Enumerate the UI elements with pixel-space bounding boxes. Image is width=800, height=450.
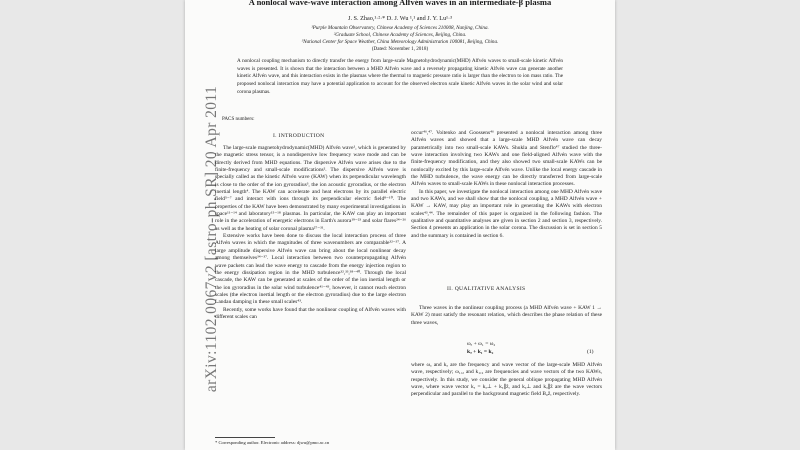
abstract: A nonlocal coupling mechanism to directly transfer the energy from large-scale Magnetohydrodynamic(MHD) Alfvén waves to small-scale kinetic Alfvén waves is presented. It is shown that the interaction between a MHD Alfvén wave and a reversely propagating kinetic Alfvén wave can generate another kinetic Alfvén wave, and this interaction exists in the plasmas where the thermal to magnetic pressure ratio is larger than the electron to ion mass ratio. The proposed nonlocal interaction may have a potential application to account for the observed electron scale kinetic Alfvén waves in the solar wind and solar corona plasmas.: [237, 58, 563, 95]
equation-line-1: ωₐ + ω₁ = ω₂: [467, 341, 496, 347]
paper-title: A nonlocal wave-wave interaction among Alfvén waves in an intermediate-β plasma: [248, 0, 552, 7]
right-column: [411, 130, 602, 240]
equation-line-2: kₐ + k₁ = k₂: [467, 349, 494, 355]
paragraph: Three waves in the nonlinear coupling process (a MHD Alfvén wave + KAW 1 → KAW 2) must satisfy the resonant relation, which describes the phase relation of these three waves,: [411, 305, 602, 326]
left-column: [215, 145, 406, 321]
footnote: * Corresponding author. Electronic address: djwu@pmo.ac.cn: [215, 440, 330, 445]
qualitative-intro: [411, 305, 602, 327]
affiliation-2: ²Graduate School, Chinese Academy of Sciences, Beijing, China.: [333, 32, 467, 38]
paragraph: The large-scale magnetohydrodynamic(MHD) Alfvén wave¹, which is generated by the magnetic stress tensor, is a nondispersive low frequency wave mode and can be directly derived from MHD equations. The dispersive Alfvén wave arises due to the finite-frequency and small-scale modifications². The dispersive Alfvén wave is specially called as the kinetic Alfvén wave (KAW) when its perpendicular wavelength is close to the order of the ion gyroradius³, the ion acoustic gyroradius, or the electron inertial length⁴. The KAW can accelerate and heat electrons by its parallel electric field⁵⁻⁷ and interact with ions through its perpendicular electric field⁸⁻¹⁰. The properties of the KAW have been demonstrated by many experimental investigations in space¹¹⁻¹⁴ and laboratory¹⁵⁻¹⁸ plasmas. In particular, the KAW can play an important role in the acceleration of energetic electrons in Earth's aurora¹⁹⁻²³ and solar flares²⁴⁻²⁶ as well as the heating of solar coronal plasma²⁷⁻³¹.: [215, 145, 406, 232]
author-list: J. S. Zhao,¹·²·* D. J. Wu ¹,¹ and J. Y. Lu¹·³: [348, 15, 452, 22]
section-heading-introduction: I. INTRODUCTION: [273, 133, 325, 139]
paragraph: In this paper, we investigate the nonlocal interaction among one MHD Alfvén wave and two KAWs, and we shall show that the nonlocal coupling, a MHD Alfvén wave + KAW → KAW, may play an important role in generating the KAWs with electron scales⁴³,⁴⁴. The remainder of this paper is organized in the following fashion. The qualitative and quantitative analyses are given in section 2 and section 3, respectively. Section 4 presents an application in the solar corona. The discussion is set in section 5 and the summary is contained in section 6.: [411, 188, 602, 239]
paper-page: [185, 0, 615, 450]
arxiv-identifier: arXiv:1102.0067v2 [astro-ph.SR] 20 Apr 2011: [203, 85, 220, 393]
affiliation-3: ³National Center for Space Weather, China Meteorology Administration 100081, Beijing, China.: [301, 39, 499, 45]
paragraph: occur⁴⁶,⁴⁷. Voitenko and Goossens⁴⁶ presented a nonlocal interaction among three Alfvén waves and showed that a large-scale MHD Alfvén wave can decay parametrically into two small-scale KAWs. Shukla and Stenflo⁴⁷ studied the three-wave interaction involving two KAWs and one field-aligned Alfvén wave with the finite-frequency modification, and they also showed two small-scale KAWs can be nonlocally excited by this large-scale Alfvén wave. Unlike the local energy cascade in the MHD turbulence, the wave energy can be directly transferred from large-scale Alfvén waves to small-scale KAWs in these nonlocal interaction processes.: [411, 130, 602, 188]
pacs-numbers: PACS numbers:: [222, 116, 255, 122]
qualitative-body: [411, 362, 602, 399]
affiliation-1: ¹Purple Mountain Observatory, Chinese Academy of Sciences 210008, Nanjing, China.: [311, 25, 489, 31]
footnote-rule: [215, 437, 275, 438]
section-heading-qualitative: II. QUALITATIVE ANALYSIS: [447, 286, 526, 292]
dated-line: (Dated: November 1, 2018): [371, 46, 429, 52]
paragraph: Recently, some works have found that the nonlinear coupling of Alfvén waves with different scales can: [215, 306, 406, 320]
paragraph: where ωₐ and kₐ are the frequency and wave vector of the large-scale MHD Alfvén wave, respectively; ω₁,₂ and k₁,₂ are frequencies and wave vectors of the two KAWs, respectively. In this study, we consider the general oblique propagating MHD Alfvén wave, where wave vector kₐ = kₐ⊥ + kₐ∥ẑ, and kₐ⊥ and kₐ∥ẑ are the wave vectors perpendicular and parallel to the background magnetic field B₀ẑ, respectively.: [411, 362, 602, 398]
paragraph: Extensive works have been done to discuss the local interaction process of three Alfvén waves in which the magnitudes of three wavenumbers are comparable³²⁻³⁷. A large amplitude dispersive Alfvén wave can bring about the local nonlinear decay among themselves³⁴⁻³⁷. Local interaction between two counterpropagating Alfvén wave packets can lead the wave energy to cascade from the energy injection region to the energy dissipation region in the MHD turbulence³²,³³,³⁸⁻⁴⁰. Through the local cascade, the KAW can be generated at scales of the order of the ion inertial length or the ion gyroradius in the solar wind turbulence⁴¹⁻⁴³, however, it cannot reach electron scales (the electron inertial length or the electron gyroradius) due to the large electron Landau damping in these small scales⁴³.: [215, 233, 406, 306]
equation-number: (1): [587, 349, 594, 355]
